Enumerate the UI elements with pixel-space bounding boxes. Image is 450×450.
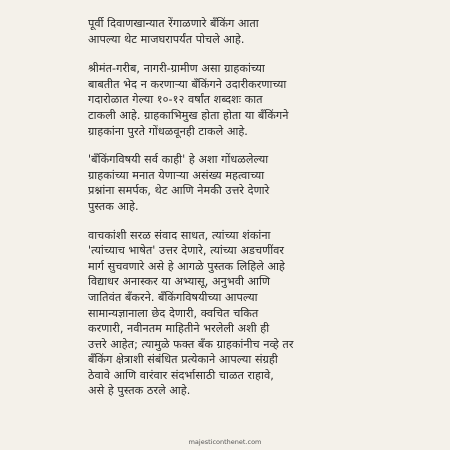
paragraph-banking-change: श्रीमंत-गरीब, नागरी-ग्रामीण असा ग्राहकांच्या बाबतीत भेद न करणाऱ्या बँकिंगने उदारीकरणाच्या गदारोळात गेल्या १०-१२ वर्षांत शब्दशः कात टाकली आहे. ग्राहकाभिमुख होता होता या बँकिंगने ग्राहकांना पुरते गोंधळवूनही टाकले आहे.: [88, 62, 289, 138]
paragraph-author-description: वाचकांशी सरळ संवाद साधत, त्यांच्या शंकांना 'त्यांच्याच भाषेत' उत्तर देणारे, त्यांच्या अडचणींवर मार्ग सुचवणारे असे हे आगळे पुस्तक लिहिले आहे विद्याधर अनास्कर या अभ्यासू, अनुभवी आणि जातिवंत बँकरने. बँकिंगविषयीच्या आपल्या सामान्यज्ञानाला छेद देणारी, क्वचित चकित करणारी, नवीनतम माहितीने भरलेली अशी ही उत्तरे आहेत; त्यामुळे फक्त बँक ग्राहकांनीच नव्हे तर बँकिंग क्षेत्राशी संबंधित प्रत्येकाने आपल्या संग्रही ठेवावे आणि वारंवार संदर्भासाठी चाळत राहावे, असे हे पुस्तक ठरले आहे.: [88, 228, 294, 398]
paragraph-book-purpose: 'बँकिंगविषयी सर्व काही' हे अशा गोंधळलेल्या ग्राहकांच्या मनात येणाऱ्या असंख्य महत्वाच्या प्रश्नांना समर्पक, थेट आणि नेमकी उत्तरे देणारे पुस्तक आहे.: [88, 153, 270, 213]
paragraph-intro: पूर्वी दिवाणखान्यात रेंगाळणारे बँकिंग आता आपल्या थेट माजघरापर्यंत पोचले आहे.: [88, 17, 259, 46]
footer-watermark: majesticonthenet.com: [188, 438, 262, 446]
